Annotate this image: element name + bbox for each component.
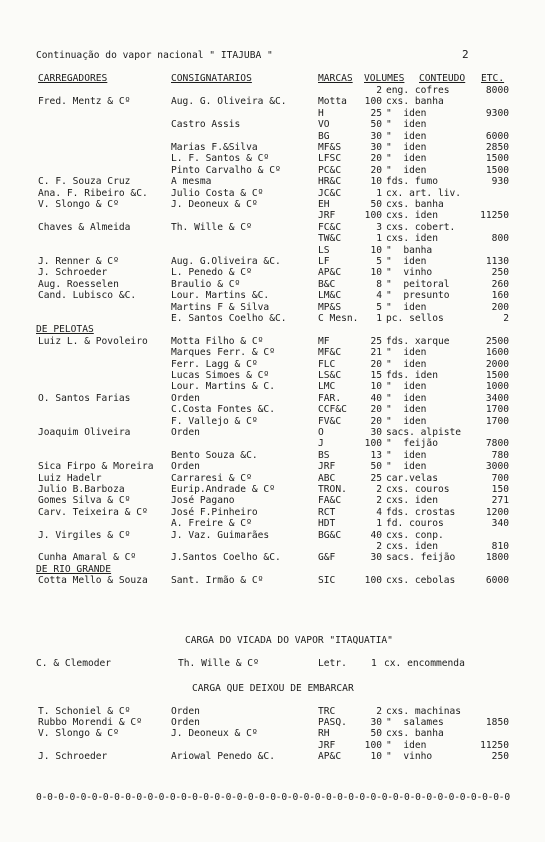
table-row xyxy=(0,234,545,245)
mark-cell: RH xyxy=(318,728,330,740)
table-row xyxy=(0,729,545,740)
volume-cell: 40 xyxy=(370,392,382,404)
volume-cell: 20 xyxy=(370,164,382,176)
table-row xyxy=(0,405,545,416)
mark-cell: HR&C xyxy=(318,176,342,188)
column-header-value: ETC. xyxy=(481,73,505,84)
volume-cell: 2 xyxy=(376,541,382,552)
mark-cell: JRF xyxy=(318,210,336,222)
consignee-cell: C.Costa Fontes &C. xyxy=(171,404,275,416)
volume-cell: 50 xyxy=(370,728,382,740)
mark-cell: MP&S xyxy=(318,301,342,313)
contents-cell: pc. sellos xyxy=(386,313,444,324)
mark-cell: FLC xyxy=(318,358,336,370)
shipper-cell: Cunha Amaral & Cº xyxy=(38,552,137,564)
consignee-cell: A. Freire & Cº xyxy=(171,518,252,530)
volume-cell: 4 xyxy=(376,290,382,302)
contents-cell: " iden xyxy=(386,358,427,370)
value-cell: 250 xyxy=(491,267,509,279)
table-row xyxy=(0,519,545,530)
mark-cell: JRF xyxy=(318,461,336,473)
mark-cell: HDT xyxy=(318,518,336,530)
mark-cell: MF&C xyxy=(318,347,342,359)
consignee-cell: Th. Wille & Cº xyxy=(171,221,252,233)
consignee-cell: A mesma xyxy=(171,176,212,188)
consignee-cell: Orden xyxy=(171,706,200,717)
mark-cell: BG&C xyxy=(318,529,342,541)
volume-cell: 20 xyxy=(370,415,382,427)
volume-cell: 20 xyxy=(370,404,382,416)
volume-cell: 30 xyxy=(370,552,382,564)
shipper-cell: Chaves & Almeida xyxy=(38,221,131,233)
value-cell: 1700 xyxy=(485,404,509,416)
contents-cell: cx. art. liv. xyxy=(386,187,462,199)
footer-rule: 0-0-0-0-0-0-0-0-0-0-0-0-0-0-0-0-0-0-0-0-0-0-0-0-0-0-0-0-0-0-0-0-0-0-0-0-0-0-0-0-0-0-0 xyxy=(36,792,510,803)
mark-cell: H xyxy=(318,107,324,119)
contents-cell: cxs. banha xyxy=(386,96,444,108)
consignee-cell: Bento Souza &C. xyxy=(171,449,258,461)
value-cell: 1000 xyxy=(485,381,509,393)
shipper-cell: V. Slongo & Cº xyxy=(38,728,119,740)
contents-cell: " vinho xyxy=(386,750,433,762)
value-cell: 2850 xyxy=(485,142,509,153)
contents-cell: cxs. machinas xyxy=(386,706,462,717)
shipper-cell: Sica Firpo & Moreira xyxy=(38,461,154,473)
column-header-volumes: VOLUMES xyxy=(364,73,405,84)
section-title-left-behind: CARGA QUE DEIXOU DE EMBARCAR xyxy=(192,683,354,694)
mark-cell: J xyxy=(318,438,324,450)
table-row xyxy=(0,360,545,371)
mark-cell: ABC xyxy=(318,472,336,484)
value-cell: 1130 xyxy=(485,256,509,267)
contents-cell: " iden xyxy=(386,256,427,267)
volume-cell: 100 xyxy=(364,210,382,222)
value-cell: 800 xyxy=(491,233,509,245)
shipper-cell: Ana. F. Ribeiro &C. xyxy=(38,187,148,199)
contents-cell: " iden xyxy=(386,164,427,176)
volume-cell: 30 xyxy=(370,130,382,142)
value-cell: 1500 xyxy=(485,164,509,176)
value-cell: 2500 xyxy=(485,335,509,347)
shipper-cell: Luiz Hadelr xyxy=(38,472,102,484)
consignee-cell: Lucas Simoes & Cº xyxy=(171,370,270,381)
table-row xyxy=(0,439,545,450)
contents-cell: " vinho xyxy=(386,267,433,279)
contents-cell: " iden xyxy=(386,449,427,461)
mark-cell: LFSC xyxy=(318,153,342,165)
contents-cell: " iden xyxy=(386,347,427,359)
contents-cell: cxs. couros xyxy=(386,484,450,495)
section-heading: DE PELOTAS xyxy=(36,324,94,336)
consignee-cell: Pinto Carvalho & Cº xyxy=(171,164,281,176)
consignee-cell: J. Deoneux & Cº xyxy=(171,728,258,740)
contents-cell: eng. cofres xyxy=(386,85,450,96)
volume-cell: 25 xyxy=(370,472,382,484)
contents-cell: fds. iden xyxy=(386,370,438,381)
value-cell: 340 xyxy=(491,518,509,530)
value-cell: 1200 xyxy=(485,506,509,518)
value-cell: 1500 xyxy=(485,153,509,165)
mark-cell: EH xyxy=(318,199,330,210)
consignee-cell: E. Santos Coelho &C. xyxy=(171,313,287,324)
value-cell: 3000 xyxy=(485,461,509,473)
value-cell: 810 xyxy=(491,541,509,552)
shipper-cell: V. Slongo & Cº xyxy=(38,199,119,210)
table-row xyxy=(0,143,545,154)
shipper-cell: T. Schoniel & Cº xyxy=(38,706,131,717)
consignee-cell: Motta Filho & Cº xyxy=(171,335,264,347)
value-cell: 160 xyxy=(491,290,509,302)
table-row xyxy=(0,508,545,519)
value-cell: 11250 xyxy=(480,210,509,222)
table-row xyxy=(0,177,545,188)
volume-cell: 50 xyxy=(370,461,382,473)
mark-cell: JRF xyxy=(318,739,336,751)
consignee-cell: Marias F.&Silva xyxy=(171,142,258,153)
mark-cell: TW&C xyxy=(318,233,342,245)
table-row xyxy=(0,531,545,542)
table-row xyxy=(0,576,545,587)
consignee-cell: Orden xyxy=(171,461,200,473)
table-row xyxy=(0,223,545,234)
mark-cell: FAR. xyxy=(318,392,342,404)
mark-cell: MF&S xyxy=(318,142,342,153)
contents-cell: fds. fumo xyxy=(386,176,438,188)
contents-cell: " iden xyxy=(386,381,427,393)
mark-cell: PASQ. xyxy=(318,717,347,729)
shipper-cell: J. Schroeder xyxy=(38,750,108,762)
mark-cell: O xyxy=(318,427,324,438)
shipper-cell: C. F. Souza Cruz xyxy=(38,176,131,188)
mark-cell: CCF&C xyxy=(318,404,347,416)
contents-cell: cxs. banha xyxy=(386,199,444,210)
consignee-cell: Orden xyxy=(171,427,200,438)
value-cell: 260 xyxy=(491,278,509,290)
mark-cell: PC&C xyxy=(318,164,342,176)
mark-cell: BG xyxy=(318,130,330,142)
value-cell: 250 xyxy=(491,750,509,762)
mark-cell: LS&C xyxy=(318,370,342,381)
mark-cell: SIC xyxy=(318,575,336,587)
contents-cell: cxs. iden xyxy=(386,541,438,552)
contents-cell: " salames xyxy=(386,717,444,729)
volume-cell: 2 xyxy=(376,85,382,96)
itaquatia-contents: cx. encommenda xyxy=(384,658,465,669)
mark-cell: JC&C xyxy=(318,187,342,199)
shipper-cell: Gomes Silva & Cº xyxy=(38,495,131,507)
itaquatia-shipper: C. & Clemoder xyxy=(36,658,112,669)
consignee-cell: J.Santos Coelho &C. xyxy=(171,552,281,564)
mark-cell: FV&C xyxy=(318,415,342,427)
mark-cell: LM&C xyxy=(318,290,342,302)
consignee-cell: José F.Pinheiro xyxy=(171,506,258,518)
contents-cell: " iden xyxy=(386,392,427,404)
table-row xyxy=(0,97,545,108)
mark-cell: TRC xyxy=(318,706,336,717)
volume-cell: 15 xyxy=(370,370,382,381)
column-header-contents: CONTEUDO xyxy=(419,73,466,84)
volume-cell: 2 xyxy=(376,495,382,507)
mark-cell: B&C xyxy=(318,278,336,290)
volume-cell: 8 xyxy=(376,278,382,290)
consignee-cell: Braulio & Cº xyxy=(171,278,241,290)
volume-cell: 25 xyxy=(370,335,382,347)
value-cell: 8000 xyxy=(485,85,509,96)
itaquatia-mark: Letr. xyxy=(318,658,347,669)
contents-cell: cxs. cobert. xyxy=(386,221,456,233)
shipper-cell: O. Santos Farias xyxy=(38,392,131,404)
consignee-cell: Julio Costa & Cº xyxy=(171,187,264,199)
volume-cell: 10 xyxy=(370,267,382,279)
shipper-cell: J. Virgiles & Cº xyxy=(38,529,131,541)
contents-cell: " peitoral xyxy=(386,278,450,290)
volume-cell: 50 xyxy=(370,119,382,131)
contents-cell: fds. xarque xyxy=(386,335,450,347)
shipper-cell: Joaquim Oliveira xyxy=(38,427,131,438)
value-cell: 1600 xyxy=(485,347,509,359)
contents-cell: " banha xyxy=(386,244,433,256)
contents-cell: cxs. iden xyxy=(386,210,438,222)
contents-cell: cxs. conp. xyxy=(386,529,444,541)
shipper-cell: Cotta Mello & Souza xyxy=(38,575,148,587)
consignee-cell: Marques Ferr. & Cº xyxy=(171,347,275,359)
volume-cell: 30 xyxy=(370,142,382,153)
volume-cell: 5 xyxy=(376,301,382,313)
volume-cell: 100 xyxy=(364,739,382,751)
consignee-cell: J. Deoneux & Cº xyxy=(171,199,258,210)
table-row xyxy=(0,132,545,143)
consignee-cell: L. Penedo & Cº xyxy=(171,267,252,279)
contents-cell: " iden xyxy=(386,404,427,416)
shipper-cell: Carv. Teixeira & Cº xyxy=(38,506,148,518)
contents-cell: " feijão xyxy=(386,438,438,450)
contents-cell: cxs. cebolas xyxy=(386,575,456,587)
volume-cell: 30 xyxy=(370,427,382,438)
value-cell: 1700 xyxy=(485,415,509,427)
volume-cell: 2 xyxy=(376,706,382,717)
value-cell: 200 xyxy=(491,301,509,313)
volume-cell: 100 xyxy=(364,438,382,450)
contents-cell: car.velas xyxy=(386,472,438,484)
mark-cell: BS xyxy=(318,449,330,461)
value-cell: 700 xyxy=(491,472,509,484)
value-cell: 2000 xyxy=(485,358,509,370)
consignee-cell: Orden xyxy=(171,717,200,729)
contents-cell: sacs. feijão xyxy=(386,552,456,564)
column-header-consignees: CONSIGNATARIOS xyxy=(171,73,252,84)
volume-cell: 10 xyxy=(370,176,382,188)
mark-cell: LF xyxy=(318,256,330,267)
volume-cell: 25 xyxy=(370,107,382,119)
volume-cell: 40 xyxy=(370,529,382,541)
table-row xyxy=(0,462,545,473)
contents-cell: fds. crostas xyxy=(386,506,456,518)
volume-cell: 4 xyxy=(376,506,382,518)
shipper-cell: Cand. Lubisco &C. xyxy=(38,290,137,302)
volume-cell: 20 xyxy=(370,153,382,165)
itaquatia-volume: 1 xyxy=(371,658,377,669)
section-title-itaquatia: CARGA DO VICADA DO VAPOR "ITAQUATIA" xyxy=(185,635,393,646)
value-cell: 930 xyxy=(491,176,509,188)
contents-cell: cxs. banha xyxy=(386,728,444,740)
contents-cell: " iden xyxy=(386,301,427,313)
shipper-cell: Rubbo Morendi & Cº xyxy=(38,717,142,729)
volume-cell: 1 xyxy=(376,518,382,530)
column-header-shippers: CARREGADORES xyxy=(38,73,108,84)
volume-cell: 100 xyxy=(364,575,382,587)
shipper-cell: J. Renner & Cº xyxy=(38,256,119,267)
consignee-cell: Lour. Martins &C. xyxy=(171,290,270,302)
volume-cell: 21 xyxy=(370,347,382,359)
volume-cell: 10 xyxy=(370,244,382,256)
volume-cell: 20 xyxy=(370,358,382,370)
shipper-cell: Fred. Mentz & Cº xyxy=(38,96,131,108)
value-cell: 271 xyxy=(491,495,509,507)
table-row xyxy=(0,109,545,120)
consignee-cell: Carraresi & Cº xyxy=(171,472,252,484)
volume-cell: 50 xyxy=(370,199,382,210)
mark-cell: LMC xyxy=(318,381,336,393)
consignee-cell: Castro Assis xyxy=(171,119,241,131)
shipper-cell: Luiz L. & Povoleiro xyxy=(38,335,148,347)
contents-cell: " iden xyxy=(386,142,427,153)
mark-cell: FC&C xyxy=(318,221,342,233)
table-row xyxy=(0,348,545,359)
volume-cell: 10 xyxy=(370,750,382,762)
value-cell: 780 xyxy=(491,449,509,461)
value-cell: 9300 xyxy=(485,107,509,119)
value-cell: 1850 xyxy=(485,717,509,729)
consignee-cell: J. Vaz. Guimarães xyxy=(171,529,270,541)
mark-cell: MF xyxy=(318,335,330,347)
volume-cell: 30 xyxy=(370,717,382,729)
table-row xyxy=(0,752,545,763)
mark-cell: AP&C xyxy=(318,267,342,279)
consignee-cell: José Pagano xyxy=(171,495,235,507)
consignee-cell: Eurip.Andrade & Cº xyxy=(171,484,275,495)
value-cell: 2 xyxy=(503,313,509,324)
page-number: 2 xyxy=(462,48,469,61)
volume-cell: 5 xyxy=(376,256,382,267)
contents-cell: " presunto xyxy=(386,290,450,302)
value-cell: 6000 xyxy=(485,130,509,142)
mark-cell: G&F xyxy=(318,552,336,564)
consignee-cell: Ferr. Lagg & Cº xyxy=(171,358,258,370)
volume-cell: 100 xyxy=(364,96,382,108)
mark-cell: AP&C xyxy=(318,750,342,762)
volume-cell: 3 xyxy=(376,221,382,233)
mark-cell: Motta xyxy=(318,96,347,108)
table-row xyxy=(0,291,545,302)
contents-cell: " iden xyxy=(386,739,427,751)
shipper-cell: Aug. Roesselen xyxy=(38,278,119,290)
volume-cell: 13 xyxy=(370,449,382,461)
consignee-cell: Aug. G. Oliveira &C. xyxy=(171,96,287,108)
itaquatia-consignee: Th. Wille & Cº xyxy=(178,658,259,669)
consignee-cell: Aug. G.Oliveira &C. xyxy=(171,256,281,267)
consignee-cell: Sant. Irmão & Cº xyxy=(171,575,264,587)
value-cell: 1800 xyxy=(485,552,509,564)
value-cell: 7800 xyxy=(485,438,509,450)
contents-cell: " iden xyxy=(386,415,427,427)
volume-cell: 1 xyxy=(376,313,382,324)
contents-cell: " iden xyxy=(386,153,427,165)
value-cell: 150 xyxy=(491,484,509,495)
volume-cell: 2 xyxy=(376,484,382,495)
value-cell: 11250 xyxy=(480,739,509,751)
mark-cell: FA&C xyxy=(318,495,342,507)
consignee-cell: Orden xyxy=(171,392,200,404)
volume-cell: 10 xyxy=(370,381,382,393)
table-row xyxy=(0,120,545,131)
mark-cell: RCT xyxy=(318,506,336,518)
contents-cell: " iden xyxy=(386,119,427,131)
contents-cell: cxs. iden xyxy=(386,495,438,507)
consignee-cell: L. F. Santos & Cº xyxy=(171,153,270,165)
consignee-cell: F. Vallejo & Cº xyxy=(171,415,258,427)
contents-cell: " iden xyxy=(386,461,427,473)
table-row xyxy=(0,200,545,211)
volume-cell: 1 xyxy=(376,233,382,245)
table-row xyxy=(0,428,545,439)
consignee-cell: Lour. Martins & C. xyxy=(171,381,275,393)
column-header-marks: MARCAS xyxy=(318,73,353,84)
value-cell: 3400 xyxy=(485,392,509,404)
page-title: Continuação do vapor nacional " ITAJUBA " xyxy=(36,50,273,61)
mark-cell: TRON. xyxy=(318,484,347,495)
value-cell: 1500 xyxy=(485,370,509,381)
consignee-cell: Ariowal Penedo &C. xyxy=(171,750,275,762)
contents-cell: sacs. alpiste xyxy=(386,427,462,438)
mark-cell: VO xyxy=(318,119,330,131)
shipper-cell: Julio B.Barboza xyxy=(38,484,125,495)
shipper-cell: J. Schroeder xyxy=(38,267,108,279)
mark-cell: LS xyxy=(318,244,330,256)
section-heading: DE RIO GRANDE xyxy=(36,563,112,575)
contents-cell: cxs. iden xyxy=(386,233,438,245)
contents-cell: " iden xyxy=(386,107,427,119)
contents-cell: fd. couros xyxy=(386,518,444,530)
contents-cell: " iden xyxy=(386,130,427,142)
value-cell: 6000 xyxy=(485,575,509,587)
mark-cell: C Mesn. xyxy=(318,313,359,324)
consignee-cell: Martins F & Silva xyxy=(171,301,270,313)
volume-cell: 1 xyxy=(376,187,382,199)
